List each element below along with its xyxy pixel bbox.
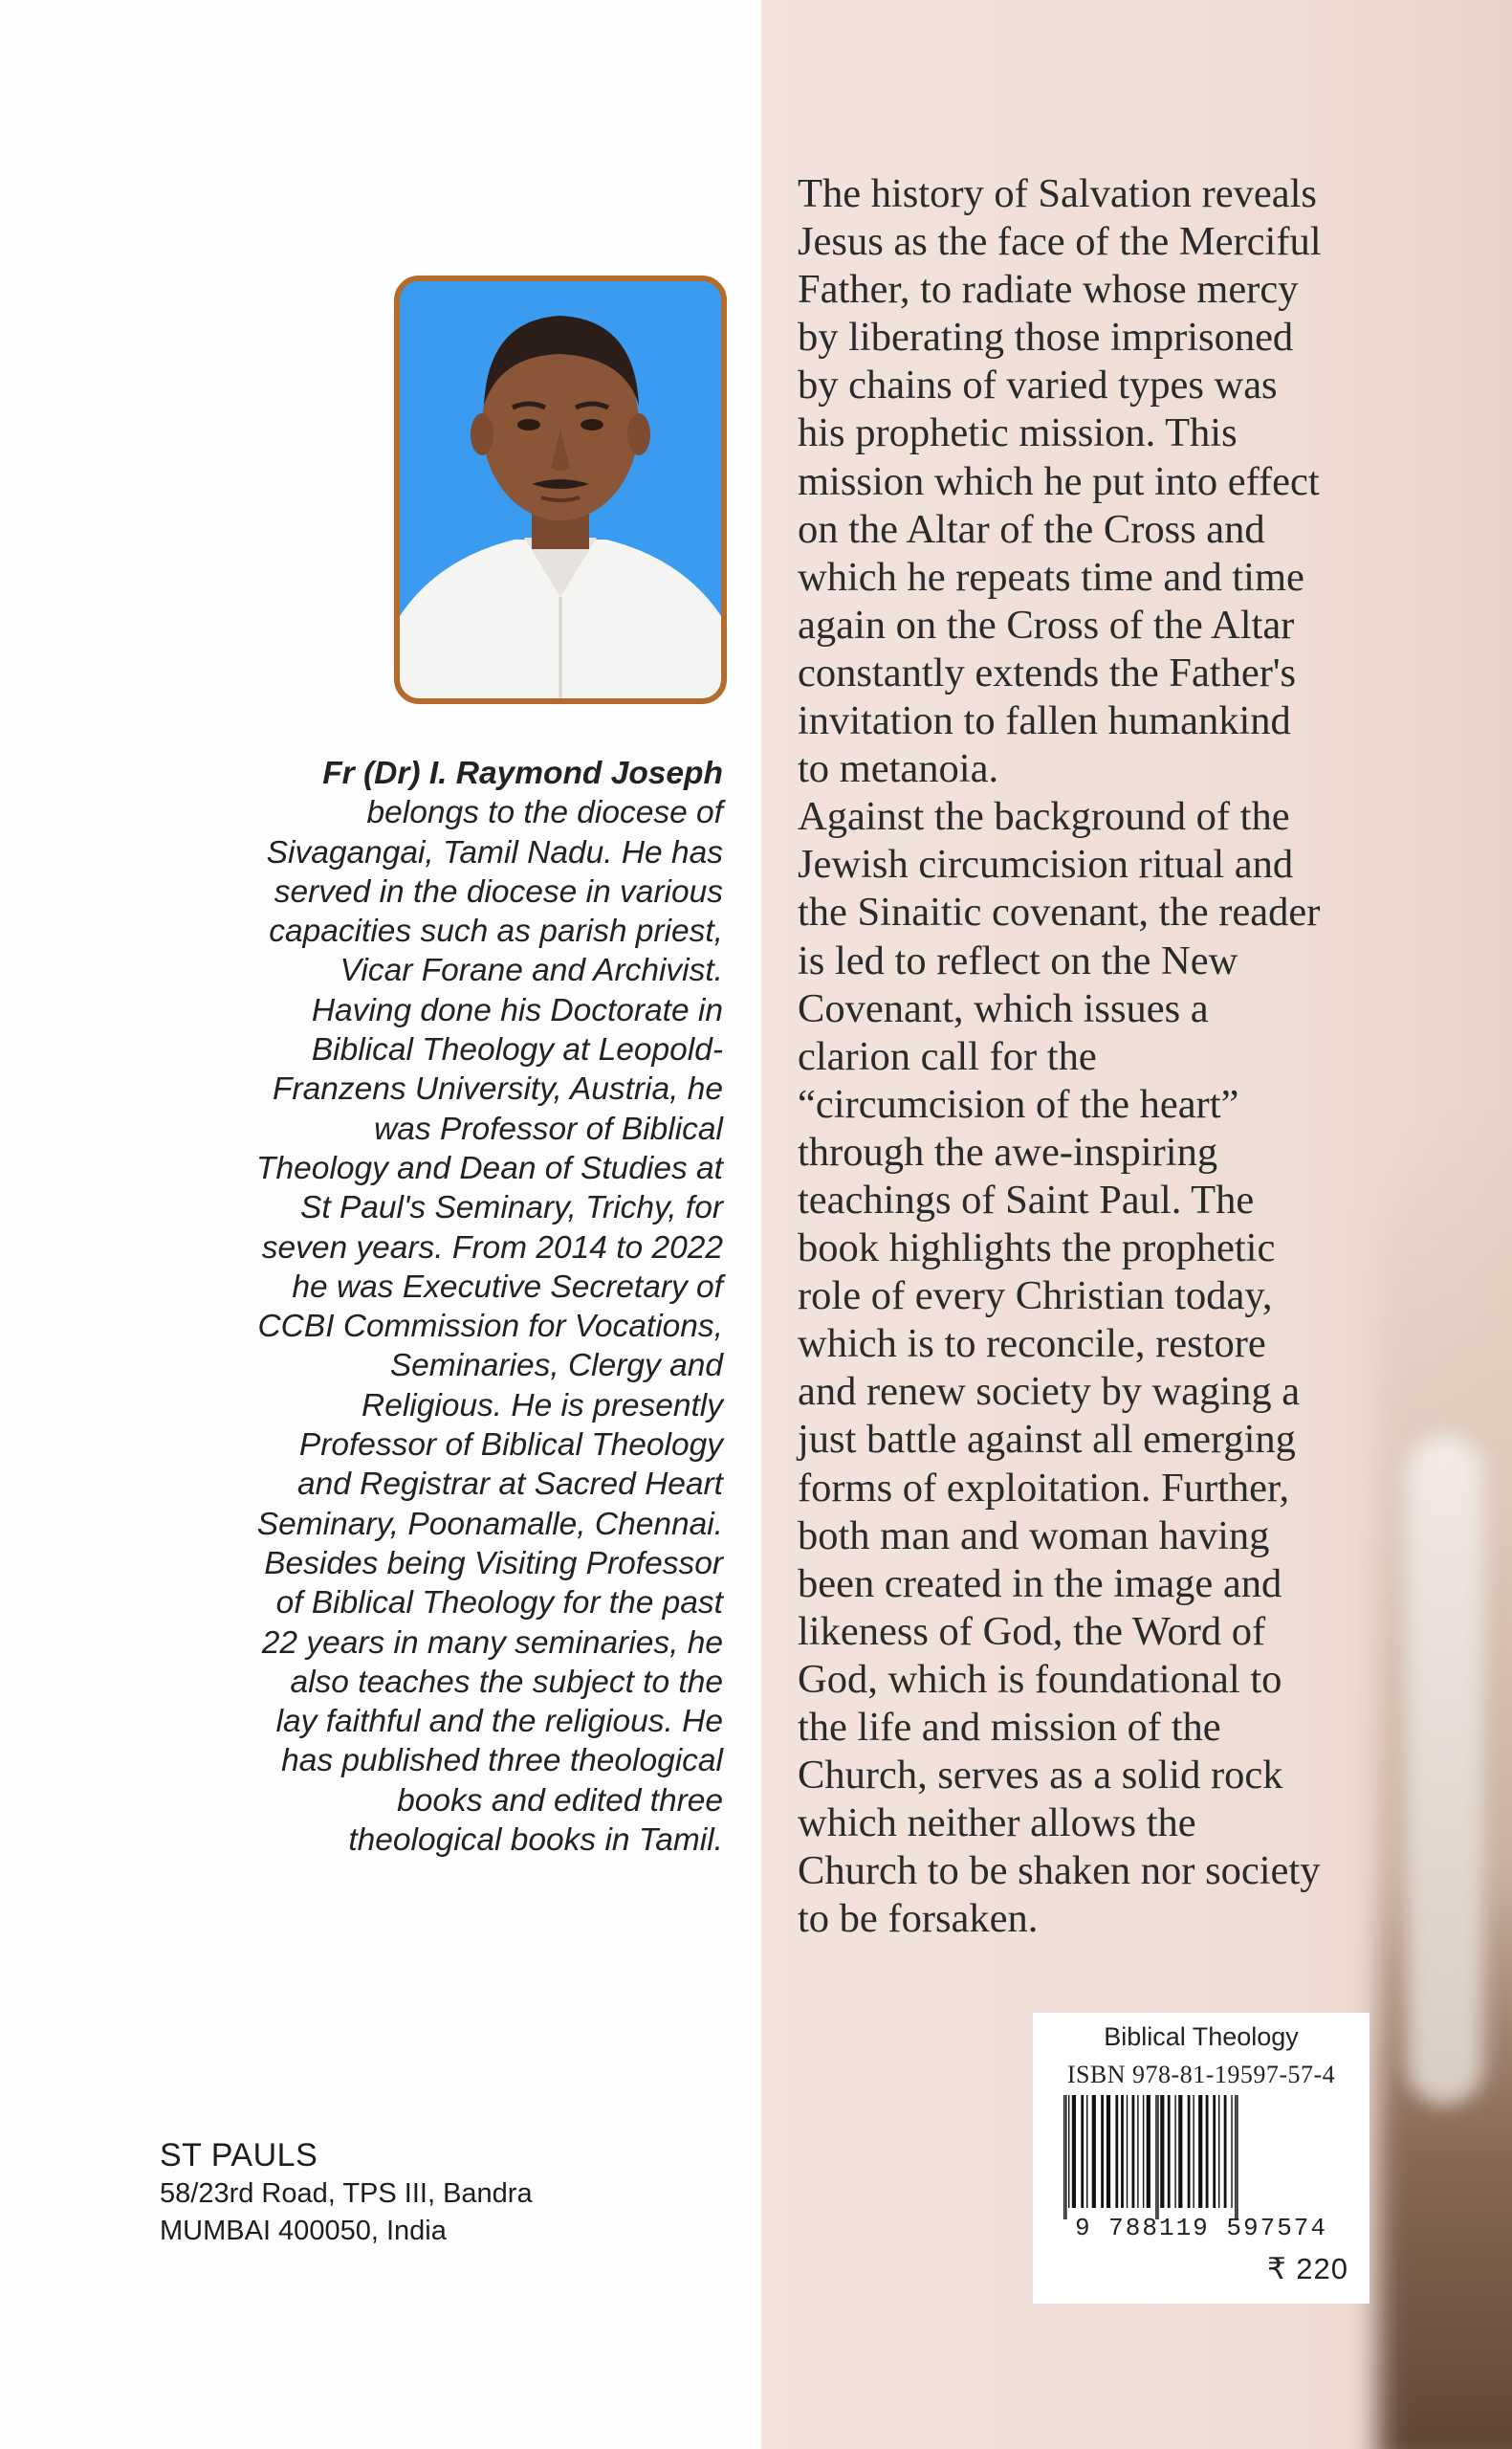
bio-line: books and edited three	[397, 1782, 723, 1819]
barcode-icon	[1058, 2095, 1345, 2219]
blurb-line: constantly extends the Father's	[798, 650, 1297, 695]
bio-line: served in the diocese in various	[274, 873, 723, 910]
blurb-line: mission which he put into effect	[798, 458, 1320, 504]
blurb-line: Jesus as the face of the Merciful	[798, 219, 1322, 265]
barcode-block	[1033, 2013, 1370, 2304]
author-photo-illustration	[400, 281, 721, 698]
blurb-line: just battle against all emerging	[798, 1417, 1296, 1463]
blurb-line: to metanoia.	[798, 746, 999, 792]
bio-line: he was Executive Secretary of	[292, 1269, 723, 1305]
bio-line: Vicar Forane and Archivist.	[340, 953, 723, 989]
bio-line: was Professor of Biblical	[374, 1111, 723, 1147]
bio-line: also teaches the subject to the	[290, 1664, 723, 1700]
price-label: ₹ 220	[1266, 2252, 1348, 2285]
bio-line: Franzens University, Austria, he	[272, 1071, 723, 1108]
bio-line: of Biblical Theology for the past	[275, 1585, 723, 1622]
blurb-line: his prophetic mission. This	[798, 410, 1238, 456]
blurb-line: by chains of varied types was	[798, 363, 1278, 408]
blurb-line: likeness of God, the Word of	[798, 1608, 1266, 1654]
blurb-line: Against the background of the	[798, 794, 1290, 840]
bio-line: Biblical Theology at Leopold-	[311, 1032, 723, 1069]
bio-line: Having done his Doctorate in	[311, 992, 723, 1028]
blurb-line: Church, serves as a solid rock	[798, 1753, 1283, 1798]
blurb-line: is led to reflect on the New	[798, 938, 1238, 983]
bio-line: and Registrar at Sacred Heart	[296, 1467, 723, 1503]
blurb-line: which neither allows the	[798, 1800, 1196, 1846]
bio-line: Sivagangai, Tamil Nadu. He has	[266, 834, 723, 871]
bio-line: theological books in Tamil.	[348, 1822, 723, 1859]
bio-line: Theology and Dean of Studies at	[256, 1150, 723, 1186]
blurb-line: on the Altar of the Cross and	[798, 506, 1265, 552]
blurb-line: been created in the image and	[798, 1560, 1282, 1606]
book-blurb	[798, 170, 1486, 1943]
bio-line: has published three theological	[281, 1743, 723, 1779]
bio-line: seven years. From 2014 to 2022	[261, 1229, 723, 1266]
blurb-line: forms of exploitation. Further,	[798, 1465, 1290, 1511]
bio-line: lay faithful and the religious. He	[275, 1704, 723, 1740]
blurb-line: The history of Salvation reveals	[798, 171, 1317, 216]
bio-line: 22 years in many seminaries, he	[261, 1624, 723, 1661]
bio-line: capacities such as parish priest,	[269, 914, 723, 950]
author-bio-text	[191, 793, 723, 1860]
blurb-line: role of every Christian today,	[798, 1273, 1273, 1319]
blurb-line: book highlights the prophetic	[798, 1225, 1276, 1271]
blurb-line: clarion call for the	[798, 1033, 1097, 1079]
blurb-line: God, which is foundational to	[798, 1656, 1282, 1702]
blurb-line: Covenant, which issues a	[798, 985, 1209, 1031]
bio-line: Seminaries, Clergy and	[389, 1348, 723, 1384]
author-bio	[191, 754, 723, 1860]
publisher-name: ST PAULS	[160, 2137, 318, 2173]
blurb-line: the life and mission of the	[798, 1705, 1221, 1750]
publisher-address-line: MUMBAI 400050, India	[160, 2216, 447, 2246]
blurb-line: Church to be shaken nor society	[798, 1848, 1321, 1894]
author-portrait	[394, 276, 727, 704]
book-subject: Biblical Theology	[1104, 2022, 1299, 2051]
publisher-block	[160, 2135, 533, 2250]
barcode-digits: 9 788119 597574	[1074, 2214, 1328, 2242]
blurb-line: and renew society by waging a	[798, 1369, 1301, 1415]
bio-line: St Paul's Seminary, Trichy, for	[299, 1190, 723, 1226]
publisher-address-line: 58/23rd Road, TPS III, Bandra	[160, 2178, 533, 2209]
blurb-line: by liberating those imprisoned	[798, 315, 1294, 361]
blurb-line: which is to reconcile, restore	[798, 1321, 1266, 1367]
blurb-line: “circumcision of the heart”	[798, 1081, 1239, 1127]
blurb-line: through the awe-inspiring	[798, 1129, 1218, 1175]
author-name: Fr (Dr) I. Raymond Joseph	[322, 756, 723, 791]
blurb-line: teachings of Saint Paul. The	[798, 1177, 1255, 1223]
blurb-line: to be forsaken.	[798, 1896, 1039, 1942]
blurb-line: Jewish circumcision ritual and	[798, 842, 1294, 888]
bio-line: Professor of Biblical Theology	[298, 1427, 723, 1464]
blurb-line: the Sinaitic covenant, the reader	[798, 890, 1321, 936]
blurb-line: both man and woman having	[798, 1512, 1270, 1558]
bio-line: Religious. He is presently	[362, 1387, 723, 1423]
blurb-line: again on the Cross of the Altar	[798, 602, 1295, 648]
bio-line: Besides being Visiting Professor	[264, 1545, 723, 1581]
blurb-line: Father, to radiate whose mercy	[798, 267, 1299, 313]
blurb-line: which he repeats time and time	[798, 554, 1304, 600]
bio-line: Seminary, Poonamalle, Chennai.	[256, 1506, 723, 1542]
bio-line: CCBI Commission for Vocations,	[257, 1309, 723, 1345]
bio-line: belongs to the diocese of	[366, 795, 723, 831]
isbn-text: ISBN 978-81-19597-57-4	[1066, 2061, 1336, 2088]
blurb-line: invitation to fallen humankind	[798, 698, 1291, 744]
